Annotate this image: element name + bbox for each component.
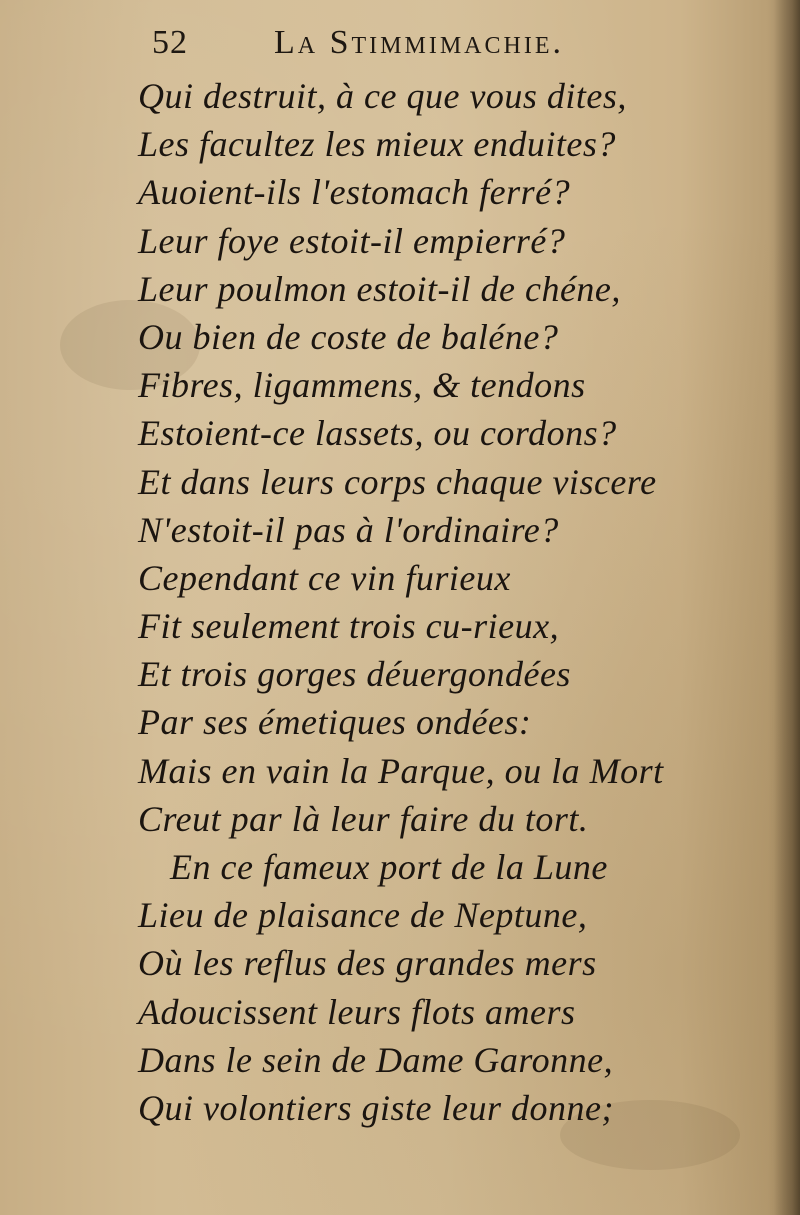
verse-line: Lieu de plaisance de Neptune, bbox=[138, 895, 588, 936]
verse-line-stanza-start: En ce fameux port de la Lune bbox=[170, 847, 608, 887]
verse-line: Cependant ce vin furieux bbox=[138, 557, 511, 598]
verse-line: Et dans leurs corps chaque viscere bbox=[138, 461, 657, 502]
verse-line: Creut par là leur faire du tort. bbox=[138, 798, 589, 839]
verse-line: Adoucissent leurs flots amers bbox=[138, 991, 576, 1032]
verse-line: Leur poulmon estoit-il de chéne, bbox=[138, 268, 621, 309]
verse-line: Où les reflus des grandes mers bbox=[138, 943, 597, 984]
verse-line: Fibres, ligammens, & tendons bbox=[138, 365, 586, 406]
running-head bbox=[152, 20, 672, 68]
verse-line: Dans le sein de Dame Garonne, bbox=[138, 1039, 614, 1080]
verse-line: Qui destruit, à ce que vous dites, bbox=[138, 76, 627, 116]
verse-line: Auoient-ils l'estomach ferré? bbox=[138, 172, 571, 213]
verse-text bbox=[138, 72, 768, 1132]
verse-line: Ou bien de coste de baléne? bbox=[138, 316, 559, 357]
verse-line: Fit seulement trois cu-rieux, bbox=[138, 606, 560, 647]
verse-line: Estoient-ce lassets, ou cordons? bbox=[138, 413, 617, 454]
page-number: 52 bbox=[152, 24, 188, 61]
verse-line: Qui volontiers giste leur donne; bbox=[138, 1087, 614, 1128]
verse-line: Mais en vain la Parque, ou la Mort bbox=[138, 750, 664, 791]
verse-line: Par ses émetiques ondées: bbox=[138, 702, 532, 743]
verse-line: Leur foye estoit-il empierré? bbox=[138, 220, 566, 261]
page-gutter-shadow bbox=[774, 0, 800, 1215]
verse-line: N'estoit-il pas à l'ordinaire? bbox=[138, 509, 559, 550]
page-title: La Stimmimachie. bbox=[274, 24, 564, 61]
verse-line: Les facultez les mieux enduites? bbox=[138, 124, 616, 165]
verse-line: Et trois gorges déuergondées bbox=[138, 654, 571, 695]
